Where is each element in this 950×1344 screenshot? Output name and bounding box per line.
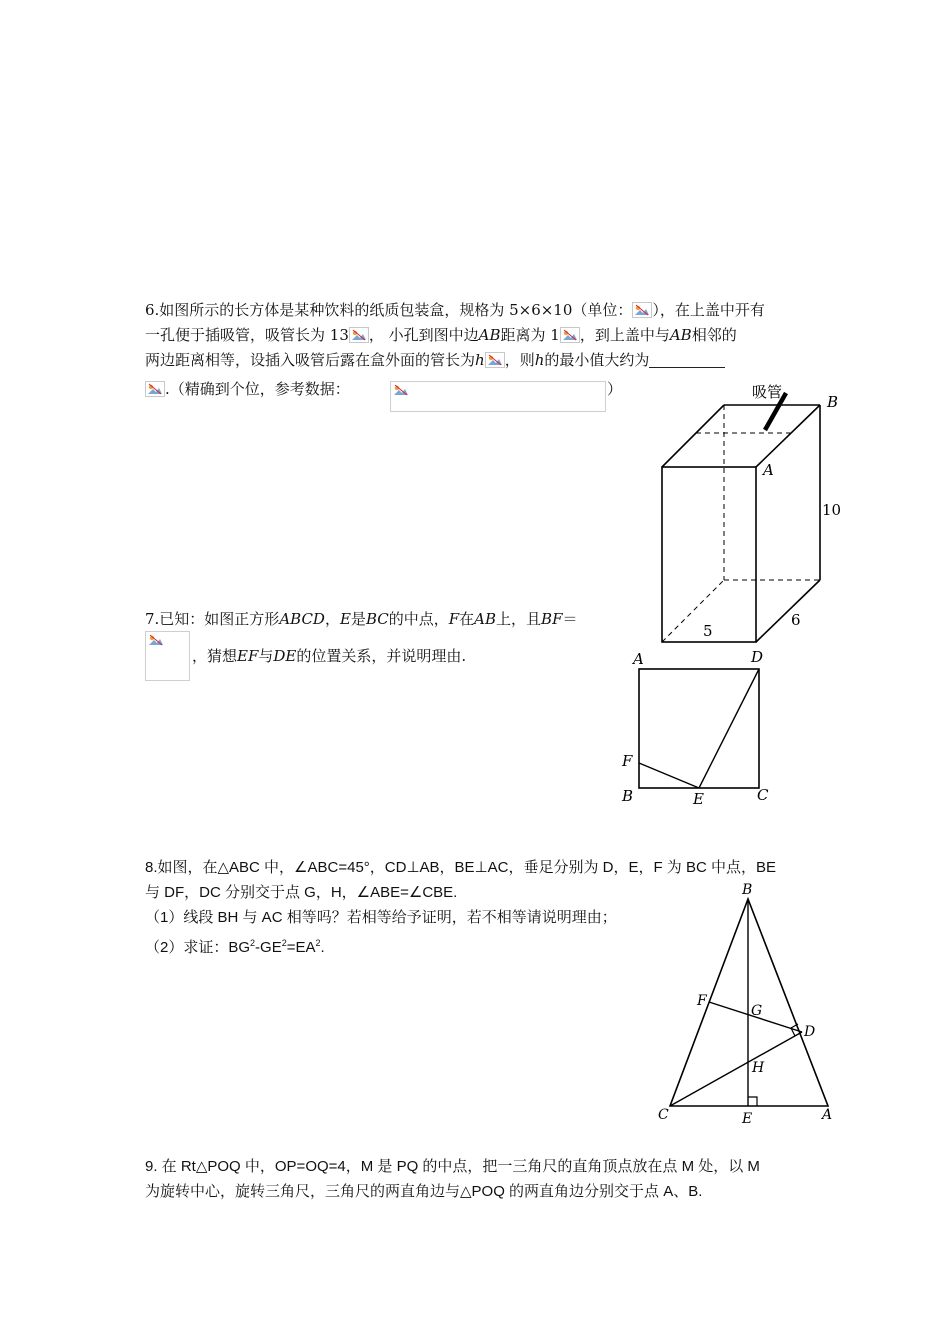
q7-line-2: ，猜想EF与DE的位置关系，并说明理由. bbox=[192, 647, 467, 665]
q6-line-4: .（精确到个位，参考数据： bbox=[145, 378, 350, 400]
q7-square-figure bbox=[610, 645, 780, 815]
box-front-face bbox=[662, 467, 756, 642]
label-D: D bbox=[804, 1024, 816, 1040]
segment-CD bbox=[670, 1032, 802, 1106]
q8-line-4: （2）求证：$BG^2-GE^2=EA^2$. bbox=[145, 938, 325, 956]
label-G: G bbox=[751, 1003, 763, 1019]
label-A: A bbox=[633, 650, 644, 668]
label-F: F bbox=[622, 752, 633, 770]
q8-line-3: （1）线段 BH 与 AC 相等吗？若相等给予证明，若不相等请说明理由； bbox=[145, 909, 617, 926]
right-angle-mark-E bbox=[748, 1097, 757, 1106]
q8-triangle-figure bbox=[650, 875, 850, 1130]
broken-image-icon bbox=[632, 302, 652, 318]
label-6: 6 bbox=[791, 611, 801, 629]
segment-EF bbox=[639, 763, 699, 788]
label-F: F bbox=[697, 993, 707, 1009]
reference-data-image-placeholder bbox=[390, 381, 606, 412]
broken-image-icon bbox=[560, 327, 580, 343]
label-H: H bbox=[752, 1060, 765, 1076]
q6-line-1: 6.如图所示的长方体是某种饮料的纸质包装盒，规格为 5×6×10（单位： ），在上盖中开有 bbox=[145, 301, 765, 319]
box-hidden-edge bbox=[662, 580, 724, 642]
q6-line-3: 两边距离相等，设插入吸管后露在盒外面的管长为h ，则h的最小值大约为 bbox=[145, 349, 725, 371]
label-B: B bbox=[622, 787, 634, 805]
broken-image-icon bbox=[392, 383, 412, 399]
broken-image-icon bbox=[485, 352, 505, 368]
label-C: C bbox=[658, 1107, 669, 1123]
q9-line-1: 9. 在 Rt△POQ 中，OP=OQ=4，M 是 PQ 的中点，把一三角尺的直角顶点放在点 M 处，以 M bbox=[145, 1158, 760, 1175]
triangle-ABC bbox=[670, 899, 828, 1106]
q9-line-2: 为旋转中心，旋转三角尺，三角尺的两直角边与△POQ 的两直角边分别交于点 A、B. bbox=[145, 1183, 703, 1200]
q8-line-2: 与 DF，DC 分别交于点 G，H，∠ABE=∠CBE. bbox=[145, 884, 458, 901]
answer-blank bbox=[649, 351, 725, 368]
broken-image-icon bbox=[145, 381, 165, 397]
label-D: D bbox=[751, 648, 764, 666]
label-A: A bbox=[763, 461, 774, 479]
q6-line-4-close: ） bbox=[607, 380, 623, 398]
q7-line-1: 7.已知：如图正方形ABCD，E是BC的中点，F在AB上，且BF＝ bbox=[145, 610, 578, 628]
label-B: B bbox=[827, 393, 839, 411]
box-edge bbox=[756, 405, 820, 467]
label-straw: 吸管 bbox=[752, 383, 783, 401]
label-E: E bbox=[693, 790, 704, 808]
broken-image-icon bbox=[349, 327, 369, 343]
broken-image-icon bbox=[147, 633, 167, 649]
label-B: B bbox=[742, 882, 753, 898]
box-edge bbox=[662, 405, 724, 467]
label-A: A bbox=[822, 1107, 833, 1123]
segment-DE bbox=[699, 669, 759, 788]
label-C: C bbox=[757, 786, 769, 804]
fraction-image-placeholder bbox=[145, 631, 190, 681]
label-10: 10 bbox=[822, 501, 842, 519]
q8-line-1: 8.如图，在△ABC 中，∠ABC=45°，CD⊥AB，BE⊥AC，垂足分别为 D，E，F 为 BC 中点，BE bbox=[145, 859, 776, 876]
label-5: 5 bbox=[703, 622, 713, 640]
q6-box-figure bbox=[640, 375, 860, 655]
label-E: E bbox=[742, 1111, 753, 1127]
box-edge bbox=[756, 580, 820, 642]
q6-line-2: 一孔便于插吸管，吸管长为 13 ， 小孔到图中边AB距离为 1 ，到上盖中与AB相邻的 bbox=[145, 326, 737, 344]
